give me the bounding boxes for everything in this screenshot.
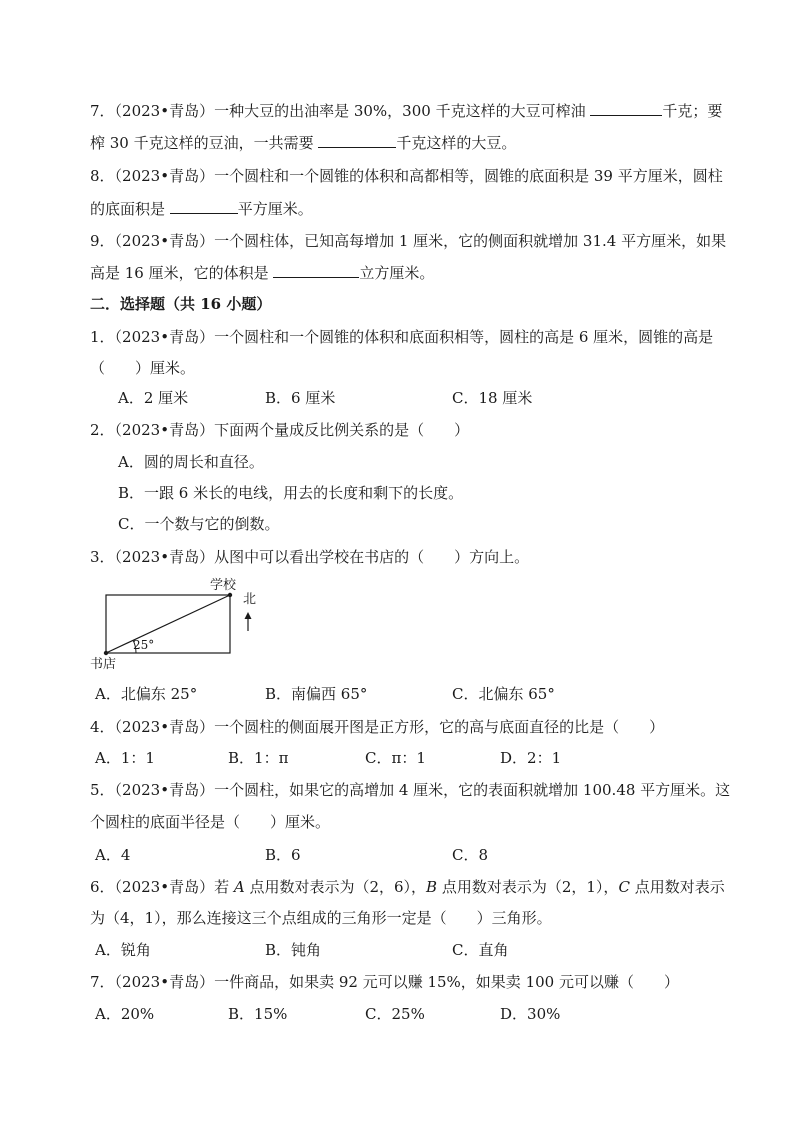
fill-q9-blank[interactable]	[273, 262, 359, 278]
fill-q9-text-b: 立方厘米。	[359, 264, 435, 282]
choice-q7-option-d[interactable]: D．30%	[500, 1005, 561, 1023]
choice-q3-option-b[interactable]: B．南偏西 65°	[265, 685, 368, 703]
bookstore-label: 书店	[90, 657, 117, 672]
fill-q7-line1	[90, 100, 722, 121]
choice-q4-option-d[interactable]: D．2：1	[500, 749, 562, 767]
choice-q1-line2: （ ）厘米。	[90, 359, 196, 377]
point-b-var: B	[426, 878, 438, 896]
point-c-var: C	[618, 878, 630, 896]
fill-q7-blank-2[interactable]	[318, 132, 396, 148]
fill-q9-line2	[90, 262, 434, 283]
section-title: 二．选择题（共 16 小题）	[90, 295, 272, 313]
choice-q6-text-a: 6．（2023•青岛）若	[90, 878, 234, 896]
choice-q2-option-a[interactable]: A．圆的周长和直径。	[118, 453, 264, 471]
choice-q6-line1	[90, 877, 725, 897]
north-arrow-icon	[245, 612, 252, 619]
choice-q2-option-c[interactable]: C．一个数与它的倒数。	[118, 515, 280, 533]
choice-q2-option-b[interactable]: B．一跟 6 米长的电线，用去的长度和剩下的长度。	[118, 484, 464, 502]
choice-q3-option-a[interactable]: A．北偏东 25°	[95, 685, 198, 703]
choice-q4-stem: 4．（2023•青岛）一个圆柱的侧面展开图是正方形，它的高与底面直径的比是（ ）	[90, 718, 665, 736]
choice-q6-option-c[interactable]: C．直角	[452, 941, 509, 959]
choice-q1-option-a[interactable]: A．2 厘米	[118, 389, 189, 407]
choice-q1-option-b[interactable]: B．6 厘米	[265, 389, 336, 407]
choice-q7-stem: 7．（2023•青岛）一件商品，如果卖 92 元可以赚 15%，如果卖 100 元可以赚（ ）	[90, 973, 679, 991]
fill-q9-line1: 9．（2023•青岛）一个圆柱体，已知高每增加 1 厘米，它的侧面积就增加 31.4 平方厘米，如果	[90, 232, 727, 250]
choice-q1-option-c[interactable]: C．18 厘米	[452, 389, 533, 407]
choice-q5-option-a[interactable]: A．4	[95, 846, 131, 864]
fill-q8-text-b: 平方厘米。	[237, 200, 313, 218]
choice-q6-text-c: 点用数对表示为（2，1），	[437, 878, 619, 896]
choice-q5-line2: 个圆柱的底面半径是（ ）厘米。	[90, 813, 331, 831]
choice-q4-option-a[interactable]: A．1：1	[95, 749, 155, 767]
choice-q5-option-b[interactable]: B．6	[265, 846, 301, 864]
point-a-var: A	[233, 878, 245, 896]
north-label: 北	[243, 592, 257, 607]
choice-q2-stem: 2．（2023•青岛）下面两个量成反比例关系的是（ ）	[90, 421, 470, 439]
fill-q9-text-a: 高是 16 厘米，它的体积是	[90, 264, 274, 282]
fill-q8-line2	[90, 198, 313, 219]
fill-q8-line1: 8．（2023•青岛）一个圆柱和一个圆锥的体积和高都相等，圆锥的底面积是 39 平方厘米，圆柱	[90, 167, 723, 185]
choice-q5-option-c[interactable]: C．8	[452, 846, 489, 864]
bookstore-dot	[104, 651, 108, 655]
choice-q6-option-a[interactable]: A．锐角	[95, 941, 151, 959]
choice-q7-option-a[interactable]: A．20%	[95, 1005, 155, 1023]
fill-q7-text-a: 7．（2023•青岛）一种大豆的出油率是 30%，300 千克这样的大豆可榨油	[90, 102, 591, 120]
fill-q7-text-b: 千克；要	[662, 102, 723, 120]
choice-q6-line2: 为（4，1），那么连接这三个点组成的三角形一定是（ ）三角形。	[90, 909, 552, 927]
choice-q6-text-b: 点用数对表示为（2，6），	[244, 878, 427, 896]
fill-q8-text-a: 的底面积是	[90, 200, 170, 218]
fill-q7-blank-1[interactable]	[590, 100, 662, 116]
choice-q3-stem: 3．（2023•青岛）从图中可以看出学校在书店的（ ）方向上。	[90, 548, 530, 566]
angle-label: 25°	[133, 638, 155, 652]
choice-q6-option-b[interactable]: B．钝角	[265, 941, 322, 959]
choice-q7-option-c[interactable]: C．25%	[365, 1005, 425, 1023]
choice-q4-option-c[interactable]: C．π：1	[365, 749, 426, 767]
choice-q5-line1: 5．（2023•青岛）一个圆柱，如果它的高增加 4 厘米，它的表面积就增加 100.48 平方厘米。这	[90, 781, 731, 799]
choice-q1-line1: 1．（2023•青岛）一个圆柱和一个圆锥的体积和底面积相等，圆柱的高是 6 厘米，圆锥的高是	[90, 328, 714, 346]
school-label: 学校	[210, 578, 237, 593]
school-dot	[228, 593, 232, 597]
choice-q3-option-c[interactable]: C．北偏东 65°	[452, 685, 555, 703]
figure-diagonal	[106, 595, 230, 653]
direction-figure	[90, 575, 270, 675]
choice-q4-option-b[interactable]: B．1：π	[228, 749, 289, 767]
choice-q6-text-d: 点用数对表示	[629, 878, 725, 896]
fill-q7-text-d: 千克这样的大豆。	[396, 134, 517, 152]
fill-q8-blank[interactable]	[170, 198, 238, 214]
fill-q7-line2	[90, 132, 516, 153]
fill-q7-text-c: 榨 30 千克这样的豆油，一共需要	[90, 134, 319, 152]
choice-q7-option-b[interactable]: B．15%	[228, 1005, 288, 1023]
